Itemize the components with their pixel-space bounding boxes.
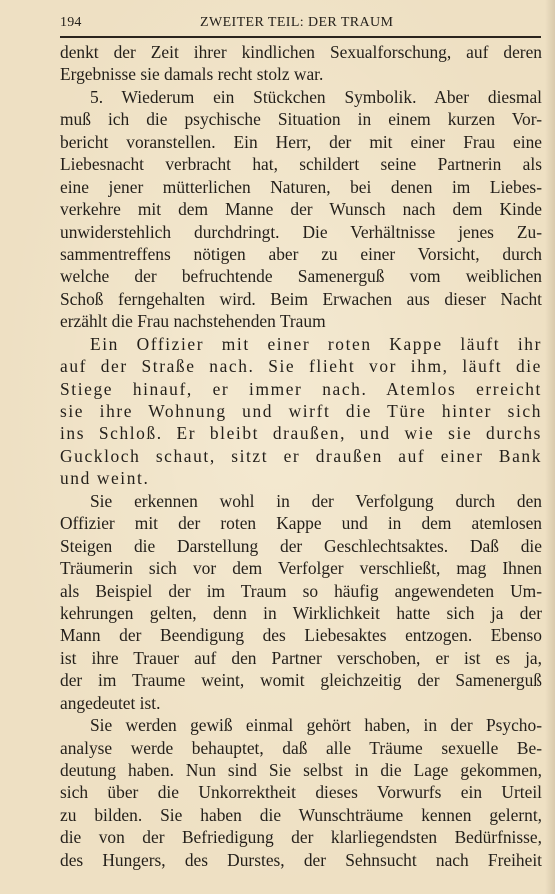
text-line: deutung haben. Nun sind Sie selbst in die Lage gekommen, bbox=[60, 760, 542, 780]
text-line: Träumerin sich vor dem Verfolger verschließt, mag Ihnen bbox=[60, 558, 542, 579]
text-line: unwiderstehlich durchdringt. Die Verhältnisse jenes Zu- bbox=[60, 221, 542, 242]
running-head: ZWEITER TEIL: DER TRAUM bbox=[200, 15, 394, 30]
dream-text-line: Ein Offizier mit einer roten Kappe läuft ihr bbox=[90, 333, 542, 354]
text-line: eine jener mütterlichen Naturen, bei denen im Liebes- bbox=[60, 176, 542, 197]
text-line: kehrungen gelten, denn in Wirklichkeit hatte sich ja der bbox=[60, 602, 542, 623]
text-line: Mann der Beendigung des Liebesaktes entzogen. Ebenso bbox=[60, 625, 542, 646]
text-line: denkt der Zeit ihrer kindlichen Sexualforschung, auf deren bbox=[60, 42, 542, 62]
text-line: als Beispiel der im Traum so häufig angewendeten Um- bbox=[60, 580, 542, 601]
text-line: sammentreffens nötigen aber zu einer Vorsicht, durch bbox=[60, 243, 542, 264]
text-line: Liebesnacht verbracht hat, schildert seine Partnerin als bbox=[60, 154, 542, 175]
dream-text-line: und weint. bbox=[60, 468, 150, 489]
text-line: verkehre mit dem Manne der Wunsch nach dem Kinde bbox=[60, 199, 542, 220]
text-line: der im Traume weint, womit gleichzeitig der Samenerguß bbox=[60, 670, 542, 691]
dream-text-line: ins Schloß. Er bleibt draußen, und wie sie durchs bbox=[60, 423, 542, 444]
body-text bbox=[60, 41, 542, 871]
text-line: Schoß ferngehalten wird. Beim Erwachen aus dieser Nacht bbox=[60, 288, 542, 309]
text-line: erzählt die Frau nachstehenden Traum bbox=[60, 311, 326, 332]
dream-text-line: Stiege hinauf, er immer nach. Atemlos erreicht bbox=[60, 378, 542, 399]
text-line: die von der Befriedigung der klarliegendsten Bedürfnisse, bbox=[60, 827, 542, 848]
text-line: angedeutet ist. bbox=[60, 692, 161, 713]
text-line: Sie werden gewiß einmal gehört haben, in der Psycho- bbox=[90, 715, 542, 736]
text-line: muß ich die psychische Situation in einem kurzen Vor- bbox=[60, 109, 542, 130]
page-header bbox=[60, 15, 537, 35]
dream-text-line: sie ihre Wohnung und wirft die Türe hinter sich bbox=[60, 401, 542, 421]
page-number: 194 bbox=[60, 15, 82, 30]
dream-text-line: Guckloch schaut, sitzt er draußen auf einer Bank bbox=[60, 445, 542, 466]
text-line: analyse werde behauptet, daß alle Träume sexuelle Be- bbox=[60, 737, 542, 758]
text-line: des Hungers, des Durstes, der Sehnsucht nach Freiheit bbox=[60, 849, 542, 870]
dream-text-line: auf der Straße nach. Sie flieht vor ihm, läuft die bbox=[60, 356, 542, 377]
text-line: ist ihre Trauer auf den Partner verschoben, er ist es ja, bbox=[60, 647, 542, 668]
text-line: Ergebnisse sie damals recht stolz war. bbox=[60, 64, 324, 85]
text-line: zu bilden. Sie haben die Wunschträume kennen gelernt, bbox=[60, 804, 542, 825]
text-line: bericht voranstellen. Ein Herr, der mit einer Frau eine bbox=[60, 131, 542, 152]
text-line: welche der befruchtende Samenerguß vom weiblichen bbox=[60, 266, 542, 287]
text-line: Sie erkennen wohl in der Verfolgung durch den bbox=[90, 490, 542, 511]
text-line: sich über die Unkorrektheit dieses Vorwurfs ein Urteil bbox=[60, 782, 542, 803]
page-edge-shadow bbox=[545, 0, 555, 894]
text-line: Offizier mit der roten Kappe und in dem atemlosen bbox=[60, 513, 542, 534]
header-rule bbox=[60, 36, 541, 38]
text-line: Steigen die Darstellung der Geschlechtsaktes. Daß die bbox=[60, 535, 542, 556]
text-line: 5. Wiederum ein Stückchen Symbolik. Aber diesmal bbox=[90, 86, 542, 107]
